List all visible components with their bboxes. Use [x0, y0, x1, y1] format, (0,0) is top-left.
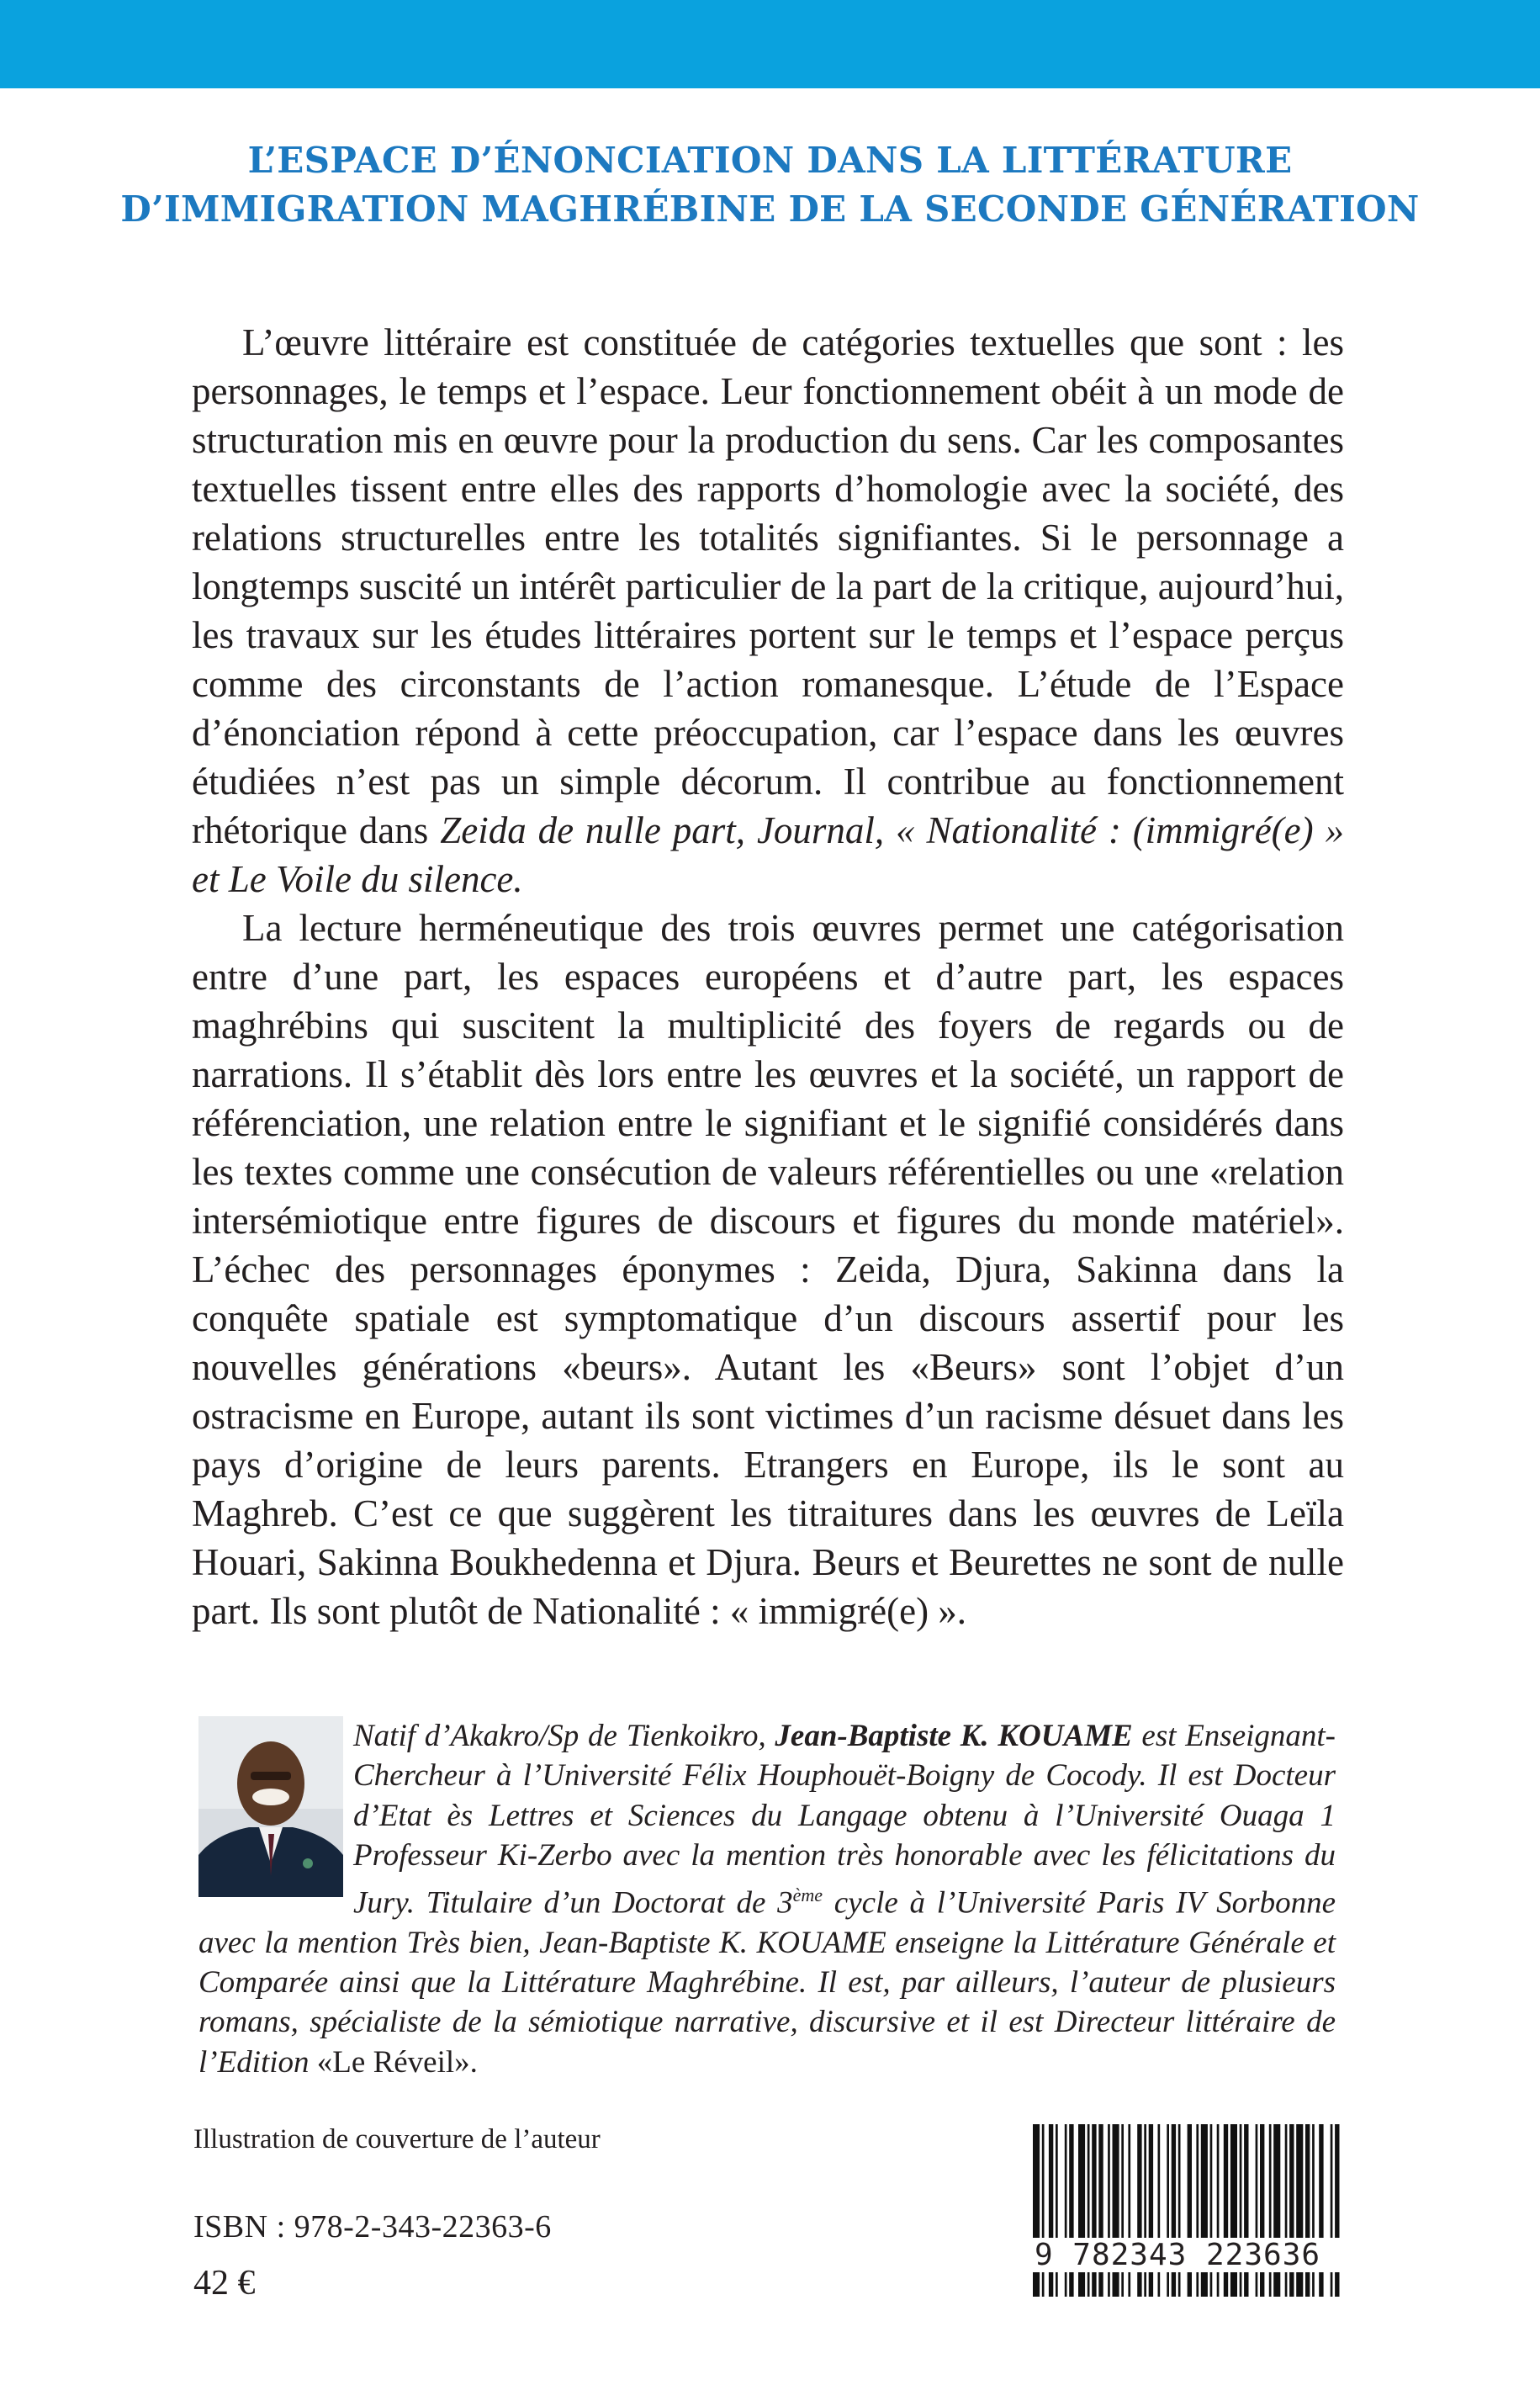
blurb-p1-works-titles: Zeida de nulle part, Journal, « Nationalité : (immigré(e) » et Le Voile du silence. [192, 809, 1344, 900]
top-color-band [0, 0, 1540, 88]
barcode [1009, 2124, 1346, 2301]
bio-intro: Natif d’Akakro/Sp de Tienkoikro, [353, 1719, 775, 1753]
barcode-digits: 9 782343 223636 [1009, 2238, 1346, 2272]
publisher-name: «Le Réveil». [316, 2044, 478, 2080]
back-cover-blurb [192, 318, 1344, 1635]
author-biography [198, 1716, 1336, 2082]
price: 42 € [193, 2264, 256, 2303]
title-line-1: L’ESPACE D’ÉNONCIATION DANS LA LITTÉRATURE [247, 140, 1293, 181]
bio-text-1: est Enseignant-Chercheur à l’Université Félix Houphouët-Boigny de Cocody. Il est Docteur d’Etat ès Lettres et Sciences du Langage obtenu à l’Université Ouaga 1 Professeur Ki-Zerbo avec la mention très honorable avec les félicitations du Jury. Titulaire d’un Doctorat de 3 [353, 1719, 1336, 1921]
cover-illustration-credit: Illustration de couverture de l’auteur [193, 2124, 601, 2154]
bio-superscript: ème [792, 1884, 823, 1906]
blurb-p1-text: L’œuvre littéraire est constituée de catégories textuelles que sont : les personnages, le temps et l’espace. Leur fonctionnement obéit à un mode de structuration mis en œuvre pour la production du sens. Car les composantes textuelles tissent entre elles des rapports d’homologie avec la société, des relations structurelles entre les totalités signifiantes. Si le personnage a longtemps suscité un intérêt particulier de la part de la critique, aujourd’hui, les travaux sur les études littéraires portent sur le temps et l’espace perçus comme des circonstants de l’action romanesque. L’étude de l’Espace d’énonciation répond à cette préoccupation, car l’espace dans les œuvres étudiées n’est pas un simple décorum. Il contribue au fonctionnement rhétorique dans [192, 321, 1344, 851]
bio-photo-spacer [198, 1716, 353, 1906]
title-line-2: D’IMMIGRATION MAGHRÉBINE DE LA SECONDE GÉNÉRATION [120, 188, 1420, 230]
isbn: ISBN : 978-2-343-22363-6 [193, 2209, 552, 2245]
author-name: Jean-Baptiste K. KOUAME [775, 1719, 1133, 1753]
blurb-paragraph-1 [192, 318, 1344, 904]
book-title [84, 136, 1456, 234]
blurb-paragraph-2: La lecture herméneutique des trois œuvres permet une catégorisation entre d’une part, les espaces européens et d’autre part, les espaces maghrébins qui suscitent la multiplicité des foyers de regards ou de narrations. Il s’établit dès lors entre les œuvres et la société, un rapport de référenciation, une relation entre le signifiant et le signifié considérés dans les textes comme une consécution de valeurs référentielles ou une «relation intersémiotique entre figures de discours et figures du monde matériel». L’échec des personnages éponymes : Zeida, Djura, Sakinna dans la conquête spatiale est symptomatique d’un discours assertif pour les nouvelles générations «beurs». Autant les «Beurs» sont l’objet d’un ostracisme en Europe, autant ils sont victimes d’un racisme désuet dans les pays d’origine de leurs parents. Etrangers en Europe, ils le sont au Maghreb. C’est ce que suggèrent les titraitures dans les œuvres de Leïla Houari, Sakinna Boukhedenna et Djura. Beurs et Beurettes ne sont de nulle part. Ils sont plutôt de Nationalité : « immigré(e) ». [192, 907, 1344, 1632]
bio-text-2: cycle à l’Université Paris IV Sorbonne avec la mention Très bien, Jean-Baptiste K. KOUAME enseigne la Littérature Générale et Comparée ainsi que la Littérature Maghrébine. Il est, par ailleurs, l’auteur de plusieurs romans, spécialiste de la sémiotique narrative, discursive et il est Directeur littéraire de l’Edition [198, 1885, 1336, 2080]
bio-paragraph [198, 1716, 1336, 2082]
